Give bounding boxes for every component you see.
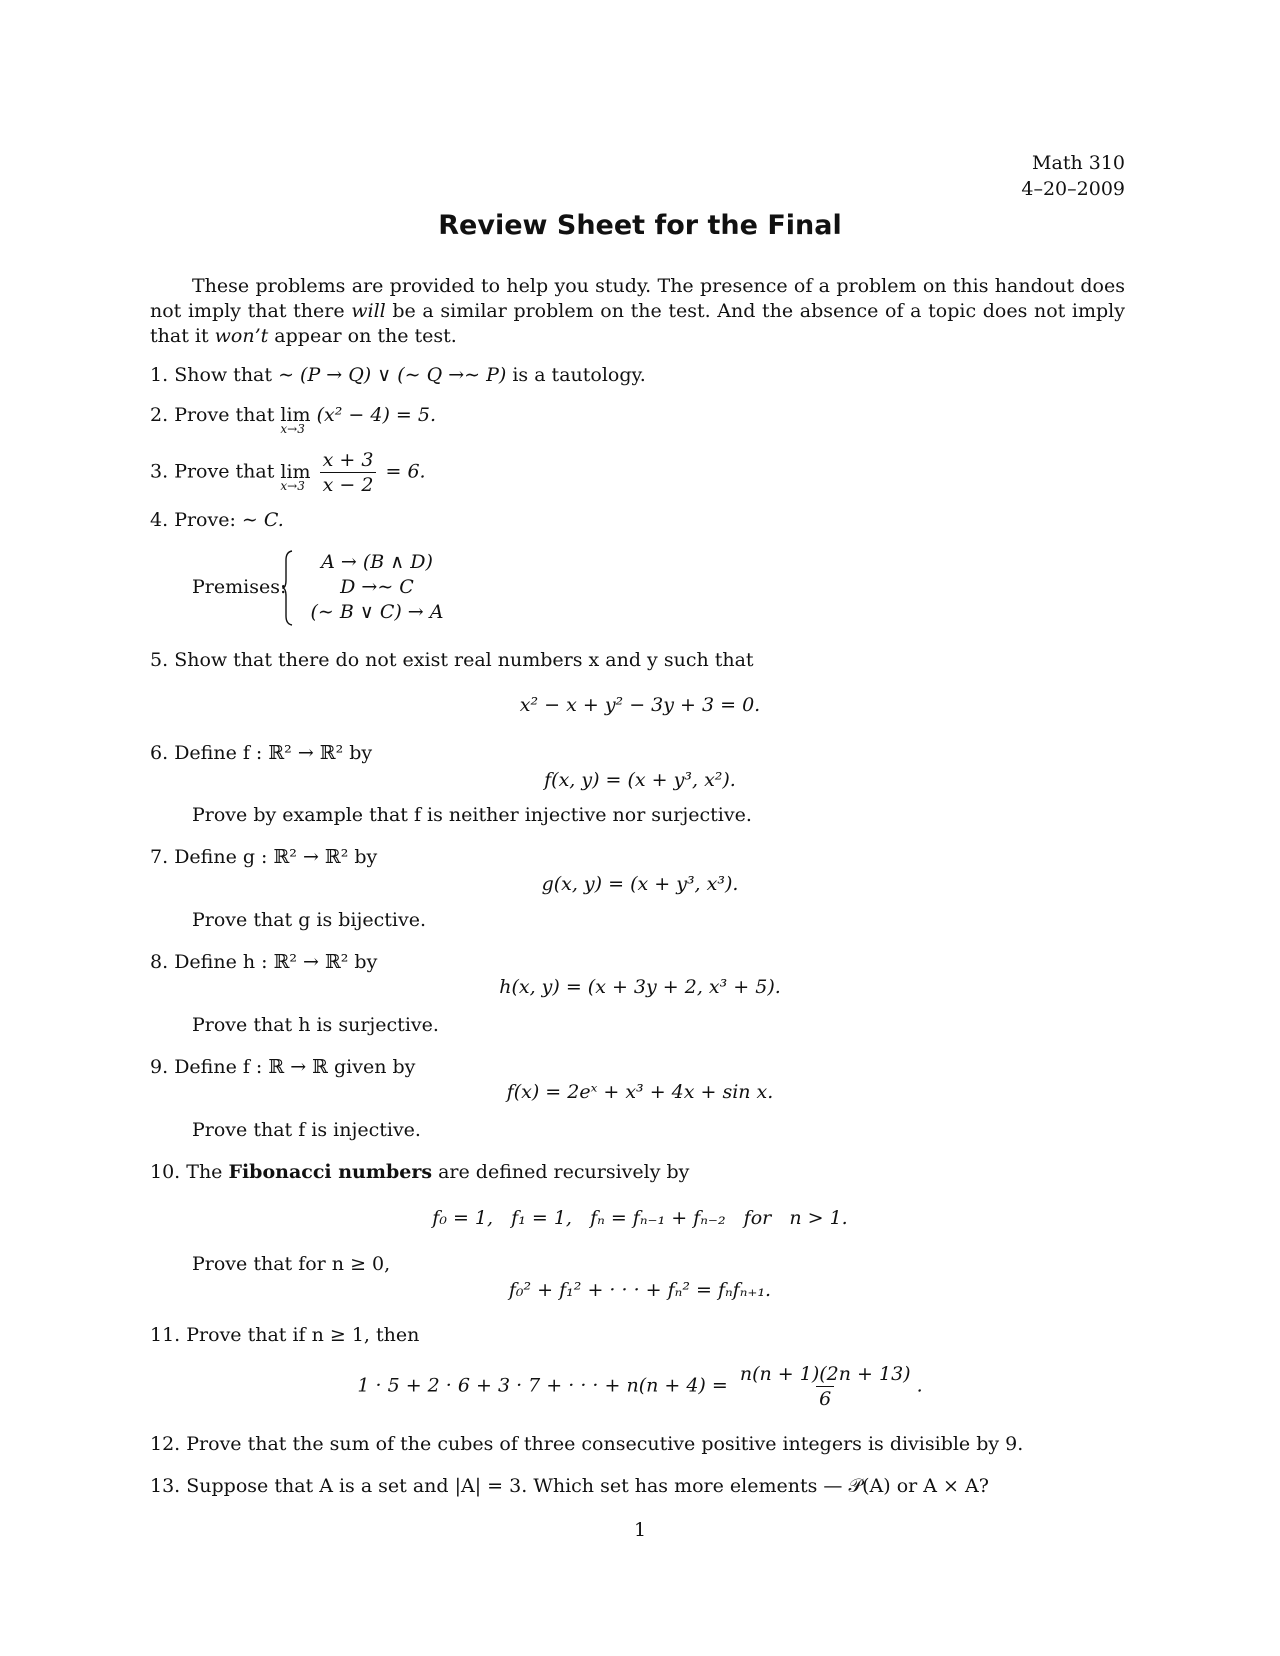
problem-5: 5. Show that there do not exist real numbers x and y such that [150, 649, 754, 671]
limit-operator: lim x→3 [280, 460, 311, 493]
premise-list [302, 550, 452, 625]
problem-6: 6. Define f : ℝ² → ℝ² by [150, 742, 373, 764]
equation-10-recurrence: f₀ = 1, f₁ = 1, fₙ = fₙ₋₁ + fₙ₋₂ for n > 1. [432, 1207, 848, 1229]
equation-6: f(x, y) = (x + y³, x²). [544, 769, 736, 791]
course-name: Math 310 [1032, 152, 1125, 174]
term-fibonacci: Fibonacci numbers [228, 1161, 433, 1183]
problem-1: 1. Show that ∼ (P → Q) ∨ (∼ Q →∼ P) is a tautology. [150, 364, 646, 386]
header [1021, 150, 1125, 202]
equation-8: h(x, y) = (x + 3y + 2, x³ + 5). [499, 976, 781, 998]
problem-3: 3. Prove that lim x→3 $\frac{x + 3}{x - 2}$ = 6. [150, 449, 426, 496]
intro-paragraph: These problems are provided to help you study. The presence of a problem on this handout does not imply that there will be a similar problem on the test. And the absence of a topic does not imply that it won’t appear on the test. [150, 275, 1125, 347]
problem-6-instruction: Prove by example that f is neither injective nor surjective. [192, 804, 752, 826]
tautology-expression: ∼ (P → Q) ∨ (∼ Q →∼ P) [278, 364, 507, 386]
problem-8-instruction: Prove that h is surjective. [192, 1014, 439, 1036]
problem-9: 9. Define f : ℝ → ℝ given by [150, 1056, 416, 1078]
problem-7-instruction: Prove that g is bijective. [192, 909, 427, 931]
equation-5: x² − x + y² − 3y + 3 = 0. [519, 694, 761, 716]
problem-12: 12. Prove that the sum of the cubes of three consecutive positive integers is divisible by 9. [150, 1433, 1024, 1455]
emphasis-will: will [351, 300, 386, 322]
equation-7: g(x, y) = (x + y³, x³). [541, 873, 739, 895]
page-title: Review Sheet for the Final [438, 210, 842, 241]
limit-expression: (x² − 4) = 5. [316, 404, 436, 426]
fraction: $\frac{x + 3}{x - 2}$ [320, 448, 377, 497]
fraction: $\frac{n(n + 1)(2n + 13)}{6}$ [739, 1363, 911, 1410]
problem-9-instruction: Prove that f is injective. [192, 1119, 421, 1141]
problem-10-instruction: Prove that for n ≥ 0, [192, 1253, 391, 1275]
limit-operator: lim x→3 [280, 404, 311, 436]
problem-4: 4. Prove: ∼ C. [150, 509, 284, 531]
problem-8: 8. Define h : ℝ² → ℝ² by [150, 951, 378, 973]
emphasis-wont: won’t [214, 325, 269, 347]
premise-item: D →∼ C [340, 576, 414, 598]
problem-11: 11. Prove that if n ≥ 1, then [150, 1324, 420, 1346]
problem-2: 2. Prove that lim x→3 (x² − 4) = 5. [150, 404, 436, 436]
problem-13: 13. Suppose that A is a set and |A| = 3. Which set has more elements — 𝒫(A) or A × A? [150, 1475, 989, 1497]
equation-10-identity: f₀² + f₁² + · · · + fₙ² = fₙfₙ₊₁. [508, 1279, 772, 1301]
premises-label: Premises: [192, 576, 287, 598]
left-brace-icon [282, 550, 294, 626]
premise-item: (∼ B ∨ C) → A [310, 601, 444, 623]
problem-10: 10. The Fibonacci numbers are defined recursively by [150, 1161, 690, 1183]
equation-9: f(x) = 2eˣ + x³ + 4x + sin x. [506, 1081, 774, 1103]
problem-7: 7. Define g : ℝ² → ℝ² by [150, 846, 378, 868]
page-number: 1 [633, 1519, 647, 1541]
document-date: 4–20–2009 [1021, 178, 1125, 200]
premise-item: A → (B ∧ D) [321, 551, 433, 573]
equation-11: 1 · 5 + 2 · 6 + 3 · 7 + · · · + n(n + 4) = $\frac{n(n + 1)(2n + 13)}{6}$ . [357, 1363, 923, 1410]
